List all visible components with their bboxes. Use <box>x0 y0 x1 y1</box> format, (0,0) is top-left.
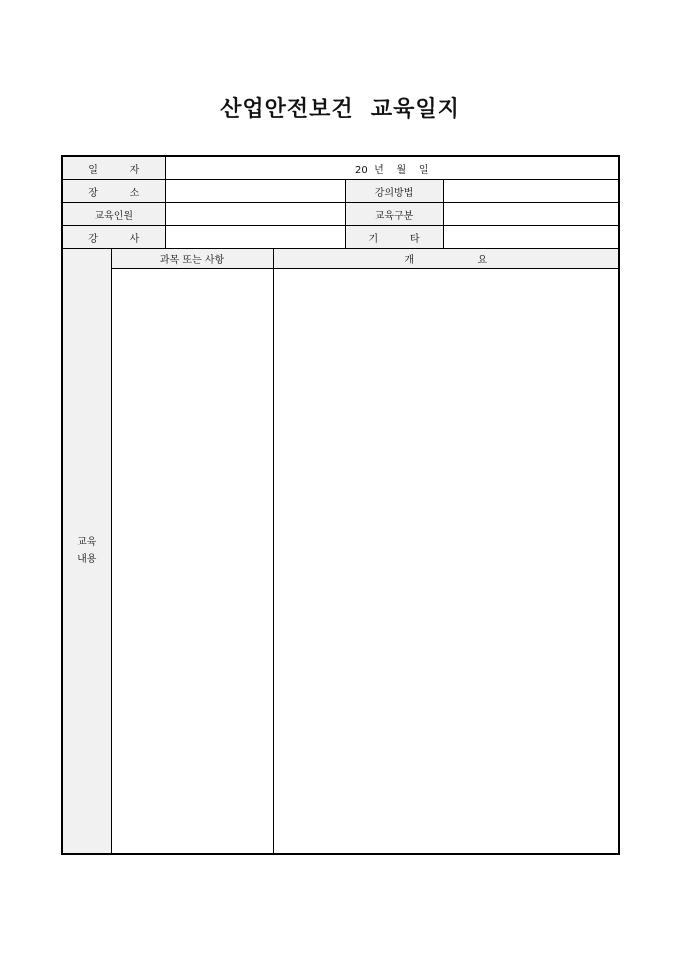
content-header-row <box>62 249 619 269</box>
place-row <box>62 180 619 203</box>
place-label: 장 소 <box>62 180 165 203</box>
other-value[interactable] <box>443 226 619 249</box>
content-label <box>62 249 111 855</box>
summary-column-header: 개 요 <box>273 249 619 269</box>
content-body-row <box>62 269 619 855</box>
personnel-label: 교육인원 <box>62 203 165 226</box>
summary-body-cell[interactable] <box>273 269 619 855</box>
instructor-value[interactable] <box>165 226 345 249</box>
category-value[interactable] <box>443 203 619 226</box>
subject-column-header: 과목 또는 사항 <box>111 249 273 269</box>
personnel-value[interactable] <box>165 203 345 226</box>
method-label: 강의방법 <box>345 180 443 203</box>
date-label: 일 자 <box>62 156 165 180</box>
content-label-line2: 내용 <box>77 554 97 565</box>
method-value[interactable] <box>443 180 619 203</box>
instructor-row <box>62 226 619 249</box>
date-value[interactable]: 20 년 월 일 <box>165 156 619 180</box>
category-label: 교육구분 <box>345 203 443 226</box>
education-log-table <box>61 155 620 855</box>
content-label-line1: 교육 <box>77 537 97 548</box>
form-title: 산업안전보건 교육일지 <box>220 97 460 122</box>
date-row <box>62 156 619 180</box>
subject-body-cell[interactable] <box>111 269 273 855</box>
place-value[interactable] <box>165 180 345 203</box>
other-label: 기 타 <box>345 226 443 249</box>
instructor-label: 강 사 <box>62 226 165 249</box>
personnel-row <box>62 203 619 226</box>
